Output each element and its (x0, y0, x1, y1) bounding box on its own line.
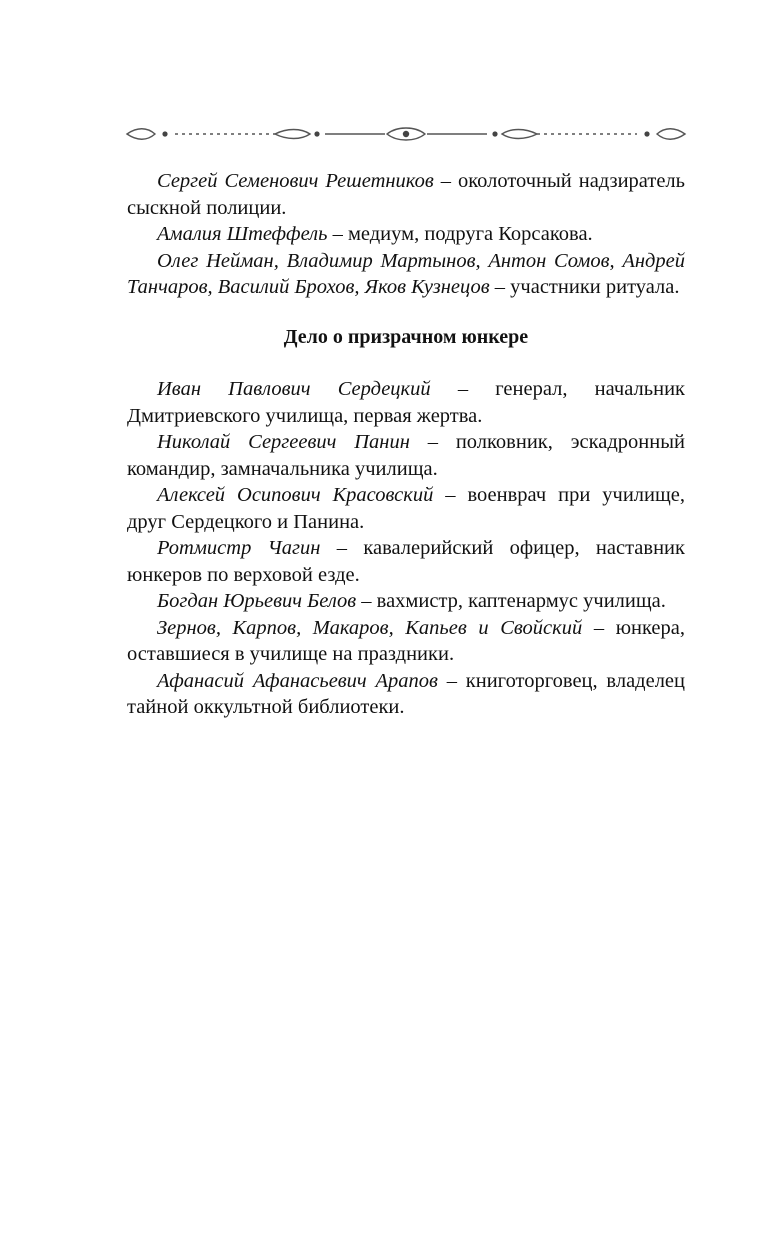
character-name: Зернов, Карпов, Макаров, Капьев и Свойский (157, 616, 583, 639)
character-name: Олег Нейман, Владимир Мартынов, Антон Сомов, Андрей Танчаров, Василий Брохов, Яков Кузнецов (127, 249, 685, 298)
entry-ritual-participants (127, 248, 685, 301)
entry-shteffel (127, 221, 685, 248)
entry-chagin (127, 535, 685, 588)
entry-cadets (127, 615, 685, 668)
section-heading: Дело о призрачном юнкере (283, 325, 529, 348)
entry-belov (127, 588, 685, 615)
character-description: – медиум, подруга Корсакова. (327, 223, 593, 245)
character-name: Амалия Штеффель (157, 223, 328, 245)
character-description: – генерал, начальник Дмитриевского училища, первая жертва. (127, 378, 685, 427)
character-description: – кавалерийский офицер, наставник юнкеров по верховой езде. (127, 537, 685, 586)
character-name: Иван Павлович Сердецкий (157, 378, 431, 400)
entry-reshetnikov (127, 168, 685, 221)
character-description: – военврач при училище, друг Сердецкого и Панина. (127, 484, 686, 533)
entry-serdetsky (127, 376, 685, 429)
character-description: – околоточный надзиратель сыскной полиции. (127, 170, 685, 219)
character-name: Богдан Юрьевич Белов (157, 590, 357, 612)
character-name: Алексей Осипович Красовский (157, 484, 434, 506)
entry-panin (127, 429, 685, 482)
character-description: – юнкера, оставшиеся в училище на праздники. (127, 616, 685, 665)
character-description: – вахмистр, каптенармус училища. (356, 590, 666, 612)
character-description: – участники ритуала. (489, 276, 680, 298)
character-name: Николай Сергеевич Панин (157, 431, 410, 453)
character-name: Афанасий Афанасьевич Арапов (157, 669, 438, 692)
decorative-divider-ornament (125, 124, 687, 144)
character-description: – книготорговец, владелец тайной оккультной библиотеки. (127, 669, 685, 718)
entry-arapov (127, 668, 685, 721)
character-list (127, 168, 685, 721)
character-name: Ротмистр Чагин (157, 537, 321, 559)
character-name: Сергей Семенович Решетников (157, 170, 434, 192)
entry-krasovsky (127, 482, 685, 535)
character-description: – полковник, эскадронный командир, замначальника училища. (127, 431, 685, 480)
